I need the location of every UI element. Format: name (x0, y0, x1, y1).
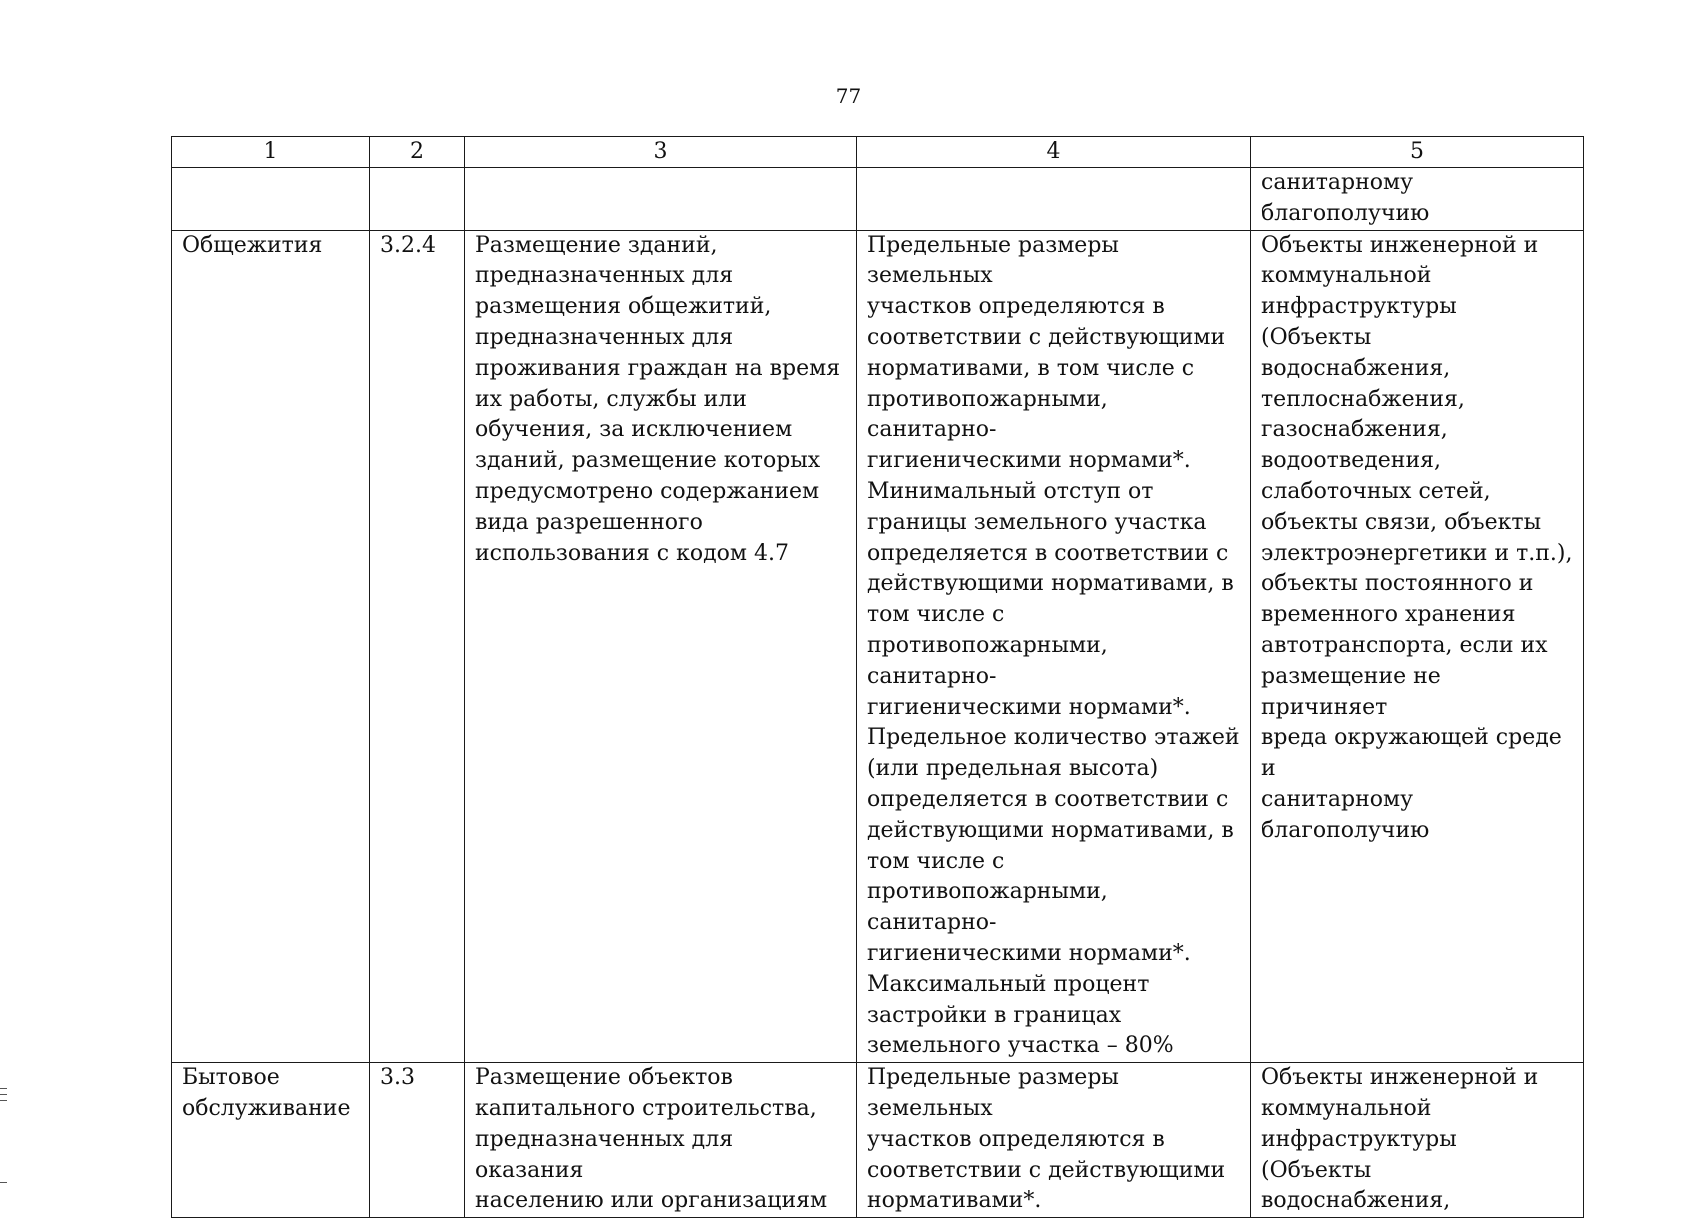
parameters-cell (857, 168, 1251, 231)
use-description: Размещение зданий, предназначенных для размещения общежитий, предназначенных для проживания граждан на время их работы, службы или обучения, за исключением зданий, размещение которых предусмотрено содержанием вида разрешенного использования с кодом 4.7 (475, 232, 841, 566)
auxiliary-uses-cell (1251, 168, 1584, 231)
scan-mark (0, 1182, 7, 1183)
parameters-cell (857, 230, 1251, 1063)
table-row (172, 230, 1584, 1063)
auxiliary-uses-text: Объекты инженерной и коммунальной инфраструктуры (Объекты водоснабжения, (1261, 1065, 1539, 1214)
scan-mark (0, 1100, 7, 1101)
scan-mark (0, 1094, 7, 1095)
column-header-5: 5 (1251, 137, 1584, 168)
use-description-cell (465, 168, 857, 231)
use-code-cell (370, 168, 465, 231)
header-row (172, 137, 1584, 168)
auxiliary-uses-cell (1251, 1063, 1584, 1218)
auxiliary-uses-text: Объекты инженерной и коммунальной инфраструктуры (Объекты водоснабжения, теплоснабжения, газоснабжения, водоотведения, слаботочных сетей, объекты связи, объекты электроэнергетики и т.п.), объекты постоянного и временного хранения автотранспорта, если их размещение не причиняет вреда окружающей среде и санитарному благополучию (1261, 232, 1573, 843)
column-header-3: 3 (465, 137, 857, 168)
auxiliary-uses-cell (1251, 230, 1584, 1063)
use-name-cell (172, 1063, 370, 1218)
use-name: Общежития (182, 232, 323, 258)
table-row (172, 1063, 1584, 1218)
parameters-text: Предельные размеры земельных участков определяются в соответствии с действующими нормативами*. (867, 1065, 1226, 1214)
use-code: 3.2.4 (380, 232, 436, 258)
column-header-1: 1 (172, 137, 370, 168)
parameters-cell (857, 1063, 1251, 1218)
use-description: Размещение объектов капитального строительства, предназначенных для оказания населению или организациям (475, 1065, 828, 1214)
table-header (172, 137, 1584, 168)
table-row (172, 168, 1584, 231)
scan-mark (0, 1088, 7, 1089)
auxiliary-uses-text: санитарному благополучию (1261, 170, 1430, 226)
use-code: 3.3 (380, 1065, 415, 1091)
use-description-cell (465, 1063, 857, 1218)
use-code-cell (370, 230, 465, 1063)
use-name-cell (172, 168, 370, 231)
column-header-2: 2 (370, 137, 465, 168)
use-code-cell (370, 1063, 465, 1218)
land-use-table (171, 136, 1584, 1218)
parameters-text: Предельные размеры земельных участков определяются в соответствии с действующими нормативами, в том числе с противопожарными, санитарно- гигиеническими нормами*. Минимальный отступ от границы земельного участка определяется в соответствии с действующими нормативами, в том числе с противопожарными, санитарно- гигиеническими нормами*. Предельное количество этажей (или предельная высота) определяется в соответствии с действующими нормативами, в том числе с противопожарными, санитарно- гигиеническими нормами*. Максимальный процент застройки в границах земельного участка – 80% (867, 232, 1240, 1059)
table-body (172, 168, 1584, 1218)
page-number: 77 (835, 84, 862, 108)
use-name-cell (172, 230, 370, 1063)
column-header-4: 4 (857, 137, 1251, 168)
use-name: Бытовое обслуживание (182, 1065, 351, 1121)
use-description-cell (465, 230, 857, 1063)
